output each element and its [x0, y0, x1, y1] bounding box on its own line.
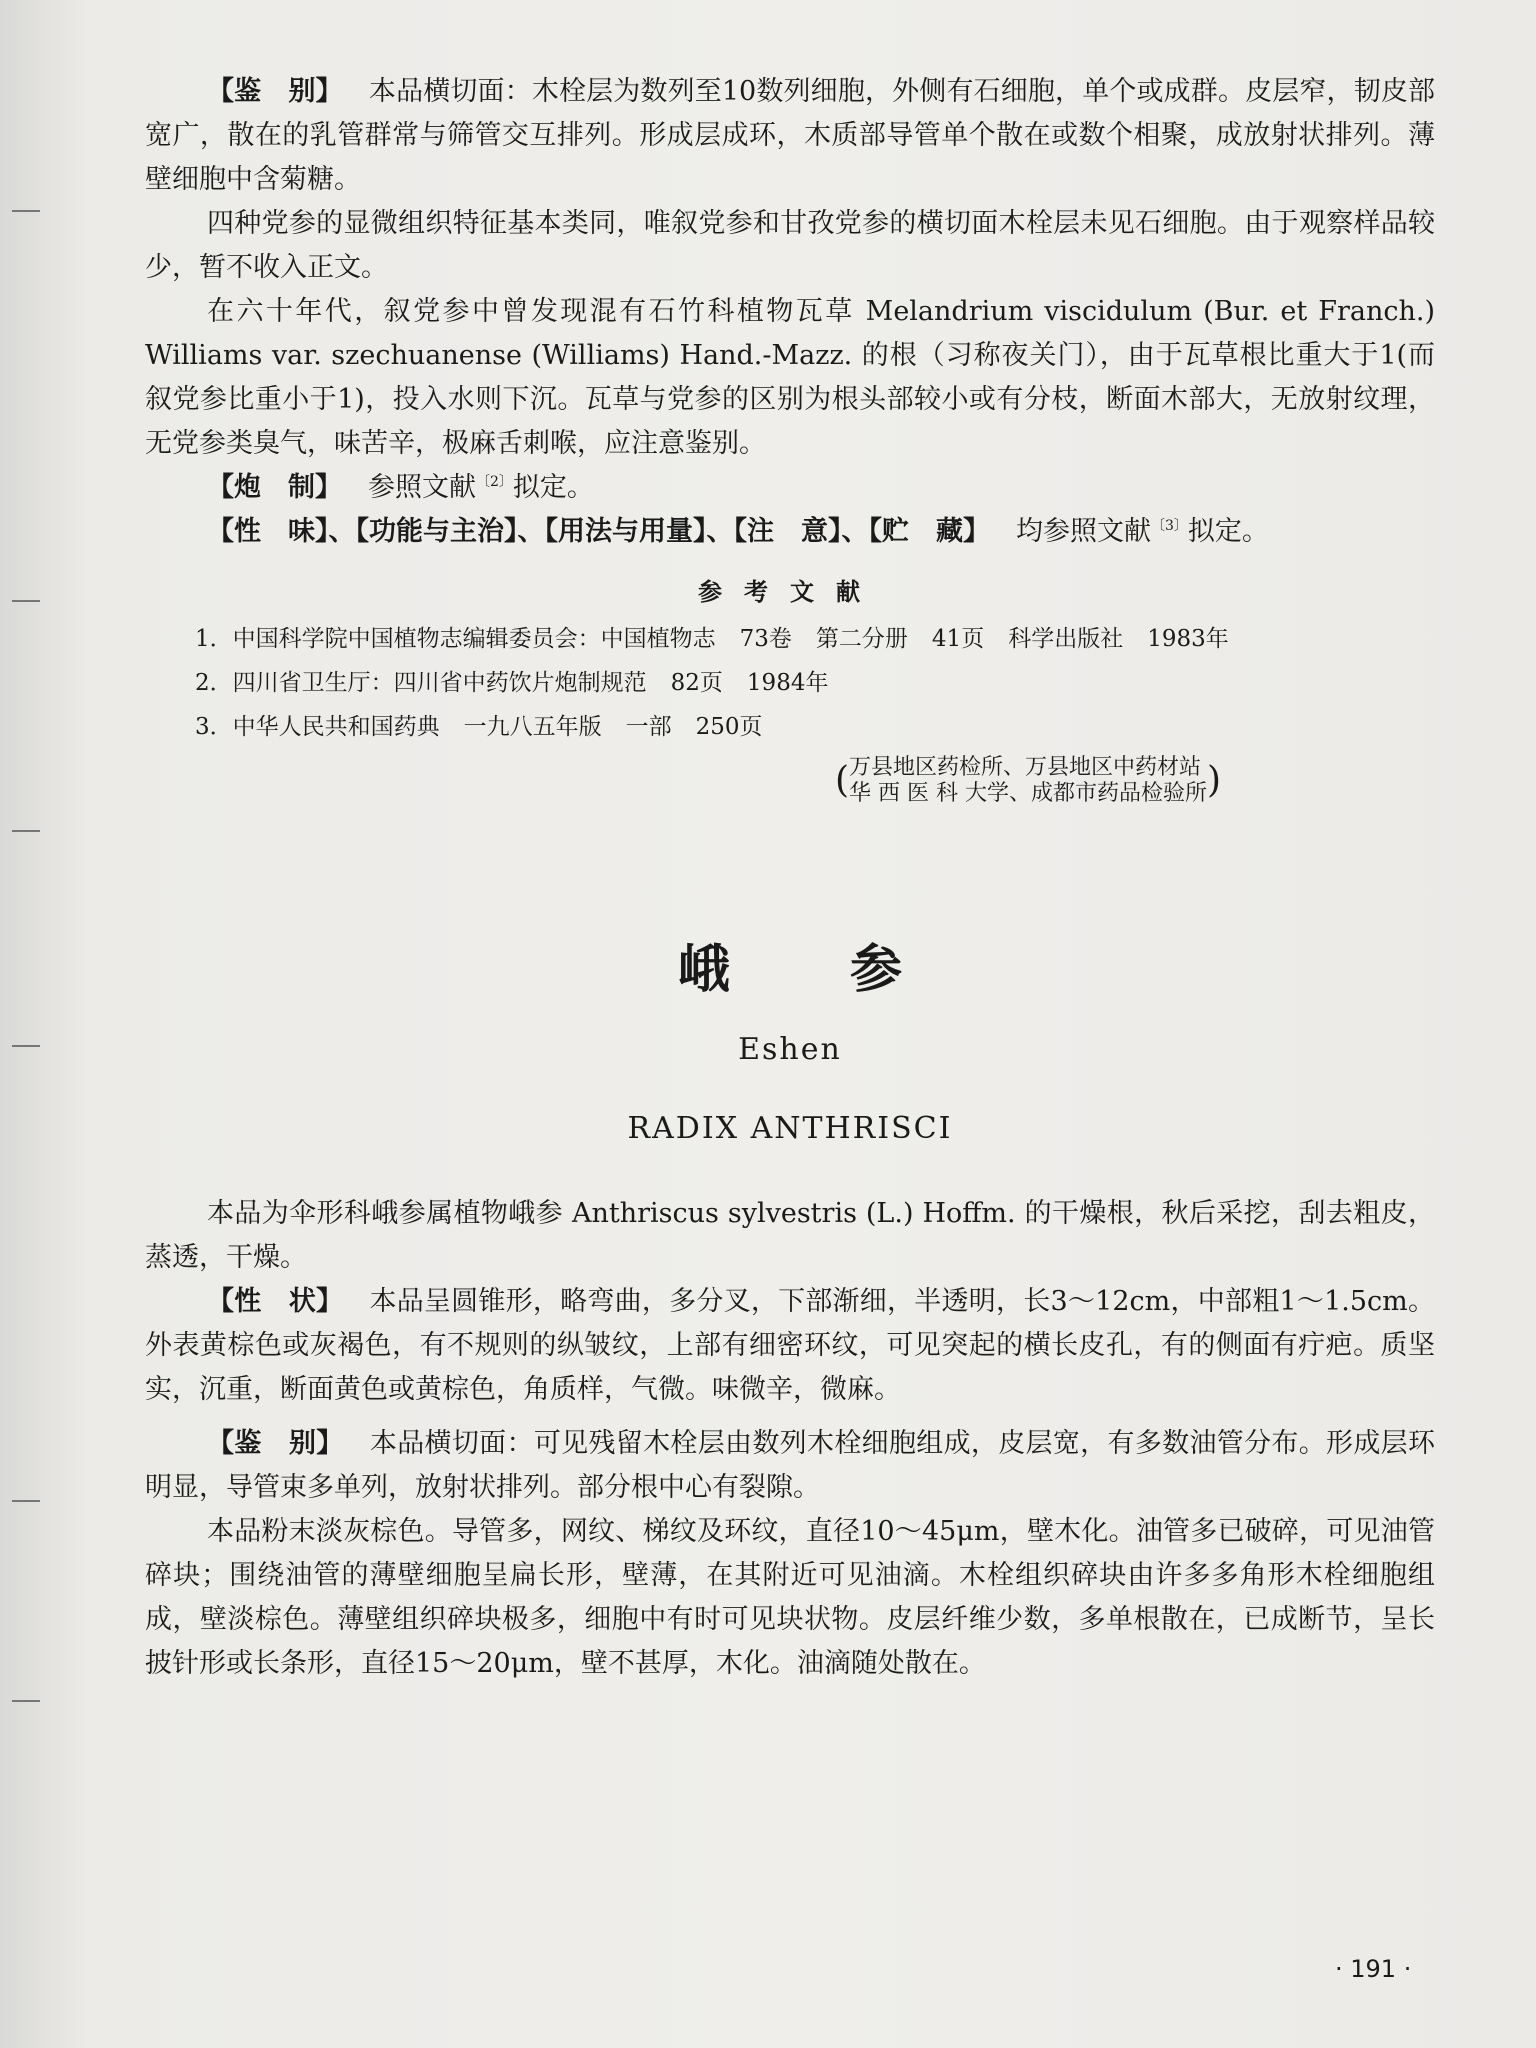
reference-item	[145, 617, 1435, 661]
reference-field: 73卷	[739, 626, 792, 652]
powder-paragraph: 本品粉末淡灰棕色。导管多，网纹、梯纹及环纹，直径10～45μm，壁木化。油管多已破碎，可见油管碎块；围绕油管的薄壁细胞呈扁长形，壁薄，在其附近可见油滴。木栓组织碎块由许多多角形木栓细胞组成，壁淡棕色。薄壁组织碎块极多，细胞中有时可见块状物。皮层纤维少数，多单根散在，已成断节，呈长披针形或长条形，直径15～20μm，壁不甚厚，木化。油滴随处散在。	[145, 1516, 1435, 1679]
monograph-pinyin: Eshen	[738, 1032, 842, 1067]
reference-field: 2．四川省卫生厅：四川省中药饮片炮制规范	[195, 670, 647, 696]
reference-field: 3．中华人民共和国药典	[195, 714, 440, 740]
paragraph-text: 本品横切面：可见残留木栓层由数列木栓细胞组成，皮层宽，有多数油管分布。形成层环明显，导管束多单列，放射状排列。部分根中心有裂隙。	[145, 1428, 1436, 1503]
paragraph-text: 本品横切面：木栓层为数列至10数列细胞，外侧有石细胞，单个或成群。皮层窄，韧皮部宽广，散在的乳管群常与筛管交互排列。形成层成环，木质部导管单个散在或数个相聚，成放射状排列。薄壁细胞中含菊糖。	[145, 76, 1436, 195]
reference-list	[145, 617, 1435, 749]
characters-paragraph	[145, 1280, 1435, 1412]
reference-field: 1983年	[1147, 626, 1229, 652]
reference-field: 1．中国科学院中国植物志编辑委员会：中国植物志	[195, 626, 716, 652]
affiliation-line: 万县地区药检所、万县地区中药材站	[849, 755, 1202, 780]
affiliation-line: 华 西 医 科 大学、成都市药品检验所	[849, 781, 1208, 806]
paragraph-text: 本品呈圆锥形，略弯曲，多分叉，下部渐细，半透明，长3～12cm，中部粗1～1.5cm。外表黄棕色或灰褐色，有不规则的纵皱纹，上部有细密环纹，可见突起的横长皮孔，有的侧面有疔疤。质坚实，沉重，断面黄色或黄棕色，角质样，气微。味微辛，微麻。	[145, 1286, 1436, 1405]
margin-mark	[12, 1700, 40, 1702]
identification-paragraph	[145, 1422, 1435, 1510]
comparison-paragraph: 四种党参的显微组织特征基本类同，唯叙党参和甘孜党参的横切面木栓层未见石细胞。由于观察样品较少，暂不收入正文。	[145, 208, 1435, 283]
section-label: 【鉴 别】	[207, 1428, 344, 1459]
page-number: · 191 ·	[1335, 1955, 1412, 1983]
reference-field: 250页	[695, 714, 763, 740]
identification-paragraph	[145, 70, 1435, 202]
section-label: 【炮 制】	[207, 472, 342, 503]
intro-paragraph: 本品为伞形科峨参属植物峨参 Anthriscus sylvestris (L.) Hoffm. 的干燥根，秋后采挖，刮去粗皮，蒸透，干燥。	[145, 1198, 1435, 1273]
processing-paragraph	[145, 466, 1435, 510]
references-title: 参考文献	[698, 578, 882, 606]
paragraph-text: 均参照文献	[1016, 516, 1151, 547]
margin-mark	[12, 1045, 40, 1047]
reference-field: 一部	[625, 714, 672, 740]
reference-field: 82页	[670, 670, 723, 696]
margin-mark	[12, 1500, 40, 1502]
reference-field: 第二分册	[815, 626, 908, 652]
section-labels: 【性 味】、【功能与主治】、【用法与用量】、【注 意】、【贮 藏】	[207, 516, 990, 547]
paragraph-text: 拟定。	[1187, 516, 1269, 547]
reference-item	[145, 705, 1435, 749]
section-label: 【鉴 别】	[207, 76, 343, 107]
margin-mark	[12, 600, 40, 602]
reference-field: 一九八五年版	[463, 714, 602, 740]
author-affiliation: (万县地区药检所、万县地区中药材站 华 西 医 科 大学、成都市药品检验所)	[835, 755, 1222, 806]
citation-mark: 〔3〕	[1151, 518, 1188, 534]
reference-field: 科学出版社	[1008, 626, 1124, 652]
citation-mark: 〔2〕	[476, 474, 513, 490]
properties-paragraph	[145, 510, 1435, 554]
adulterant-paragraph: 在六十年代，叙党参中曾发现混有石竹科植物瓦草 Melandrium viscidulum (Bur. et Franch.) Williams var. szechuanense (Williams) Hand.-Mazz. 的根（习称夜关门），由于瓦草根比重大于1(而叙党参比重小于1)，投入水则下沉。瓦草与党参的区别为根头部较小或有分枝，断面木部大，无放射纹理，无党参类臭气，味苦辛，极麻舌刺喉，应注意鉴别。	[145, 296, 1435, 459]
monograph-latin: RADIX ANTHRISCI	[627, 1111, 953, 1146]
paragraph-text: 参照文献	[368, 472, 476, 503]
reference-item	[145, 661, 1435, 705]
reference-field: 1984年	[746, 670, 829, 696]
margin-mark	[12, 830, 40, 832]
page-content	[145, 70, 1435, 1686]
margin-mark	[12, 210, 40, 212]
monograph-title: 峨参	[677, 940, 1022, 1000]
paragraph-text: 拟定。	[512, 472, 594, 503]
section-label: 【性 状】	[207, 1286, 344, 1317]
reference-field: 41页	[931, 626, 985, 652]
